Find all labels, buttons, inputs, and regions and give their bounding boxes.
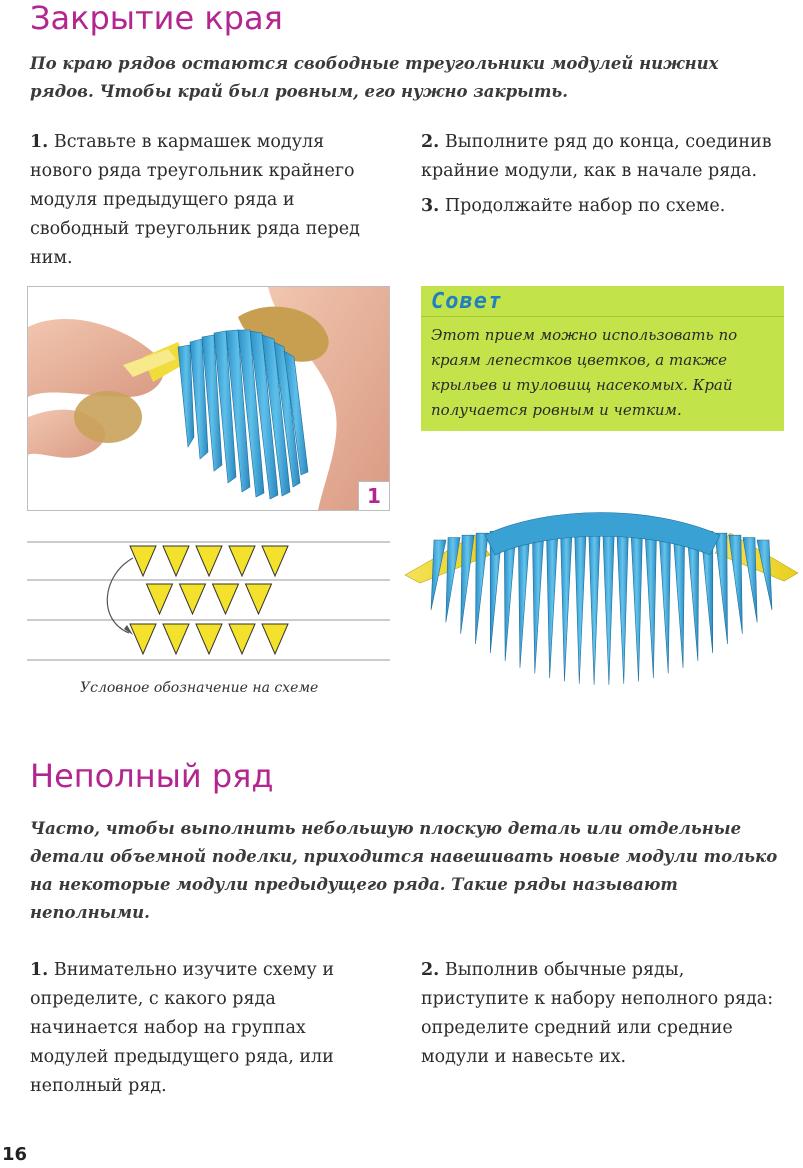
tip-box (421, 286, 784, 431)
step-3 (421, 192, 781, 221)
module-fan-illustration (400, 505, 803, 690)
triangle-scheme (27, 530, 390, 670)
section-lead-partial-row: Часто, чтобы выполнить небольшую плоскую деталь или отдельные детали объемной поделки, приходится навешивать новые модули только на некоторые модули предыдущего ряда. Такие ряды называют неполными. (30, 819, 778, 922)
step-text: Внимательно изучите схему и определите, с какого ряда начинается набор на группах модулей предыдущего ряда, или неполный ряд. (30, 960, 335, 1096)
module-piece (588, 525, 600, 685)
section-lead-edge-closing: По краю рядов остаются свободные треугольники модулей нижних рядов. Чтобы край был ровным, его нужно закрыть. (30, 54, 719, 101)
step-text: Выполните ряд до конца, соединив крайние модули, как в начале ряда. (421, 132, 772, 181)
diagram-caption: Условное обозначение на схеме (80, 680, 319, 696)
section-title-edge-closing: Закрытие края (30, 0, 283, 37)
step-1 (30, 128, 385, 273)
step-2-partial (421, 956, 783, 1072)
module-piece (431, 540, 446, 610)
steps-right-column-2 (421, 956, 783, 1072)
scheme-diagram (27, 530, 390, 670)
steps-right-column (421, 128, 781, 221)
step-number: 2. (421, 132, 440, 152)
step-2 (421, 128, 781, 186)
module-piece (631, 526, 643, 682)
module-piece (645, 526, 657, 678)
module-piece (446, 538, 460, 623)
module-piece (518, 528, 530, 667)
photo-number-badge: 1 (358, 481, 389, 510)
scheme-triangle (246, 584, 272, 614)
scheme-triangle (130, 624, 156, 654)
step-1-partial (30, 956, 388, 1101)
module-piece (603, 525, 615, 685)
scheme-triangle (180, 584, 206, 614)
module-piece (560, 526, 572, 682)
tip-text: Этот прием можно использовать по краям лепестков цветков, а также крыльев и туловищ насекомых. Край получается ровным и четким. (421, 317, 784, 431)
module-piece (729, 535, 742, 634)
step-number: 1. (30, 132, 49, 152)
scheme-triangle (262, 624, 288, 654)
module-piece (757, 540, 772, 610)
step-number: 3. (421, 196, 440, 216)
photo-hands-assembling (27, 286, 390, 511)
photo-finished-row (400, 505, 803, 690)
tip-title: Совет (431, 288, 503, 314)
tip-header (421, 286, 784, 317)
page-number: 16 (2, 1144, 28, 1165)
module-piece (574, 525, 586, 683)
step-number: 2. (421, 960, 440, 980)
module-piece (475, 533, 488, 644)
scheme-triangle (147, 584, 173, 614)
module-piece (532, 527, 544, 673)
module-piece (715, 533, 728, 644)
steps-left-column-2 (30, 956, 388, 1101)
scheme-triangle (130, 546, 156, 576)
module-piece (617, 525, 629, 683)
scheme-triangle (229, 546, 255, 576)
scheme-triangle (196, 624, 222, 654)
module-piece (659, 527, 671, 673)
scheme-triangle (163, 624, 189, 654)
steps-left-column (30, 128, 385, 273)
scheme-triangle (262, 546, 288, 576)
section-title-partial-row: Неполный ряд (30, 757, 274, 795)
scheme-triangle (229, 624, 255, 654)
scheme-triangle (213, 584, 239, 614)
module-piece (673, 528, 685, 667)
module-piece (461, 535, 474, 634)
module-piece (743, 538, 757, 623)
hands-illustration (28, 287, 389, 510)
step-number: 1. (30, 960, 49, 980)
scheme-triangle (163, 546, 189, 576)
step-text: Продолжайте набор по схеме. (444, 196, 726, 216)
step-text: Вставьте в кармашек модуля нового ряда треугольник крайнего модуля предыдущего ряда и свободный треугольник ряда перед ним. (30, 132, 360, 268)
step-text: Выполнив обычные ряды, приступите к набору неполного ряда: определите средний или средние модули и навесьте их. (421, 960, 774, 1067)
scheme-triangle (196, 546, 222, 576)
module-piece (546, 526, 558, 678)
